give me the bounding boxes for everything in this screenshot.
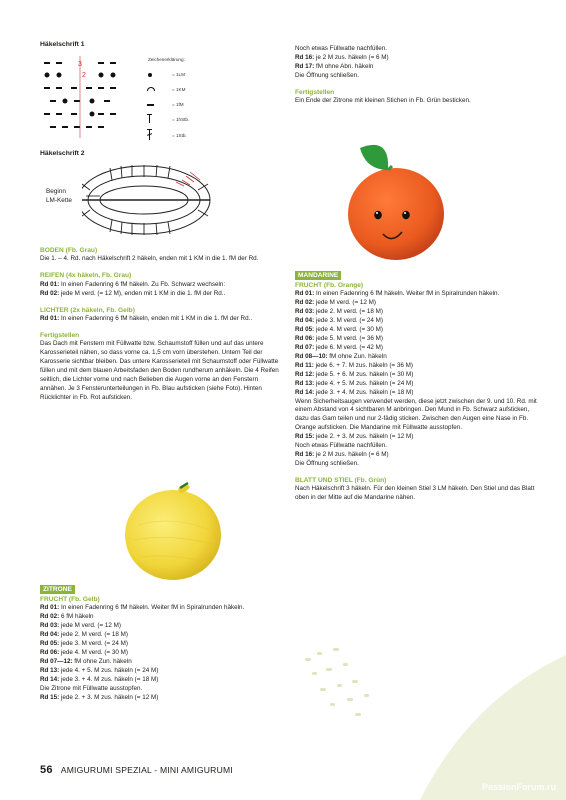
instruction-row: Rd 01: In einen Fadenring 6 fM häkeln. Zu Fb. Schwarz wechseln: bbox=[40, 280, 226, 288]
ch-stitch-icon bbox=[148, 73, 152, 77]
left-column bbox=[40, 246, 285, 403]
instruction-row: Rd 04: jede 3. M verd. (= 24 M) bbox=[295, 317, 384, 325]
instruction-row: Rd 01: In einen Fadenring 6 fM häkeln, enden mit 1 KM in die 1. fM der Rd.. bbox=[40, 314, 253, 322]
instruction-row: Rd 14: jede 3. + 4. M zus. häkeln (= 18 M) bbox=[295, 388, 414, 396]
instruction-row: Rd 01: In einen Fadenring 6 fM häkeln. Weiter fM in Spiralrunden häkeln. bbox=[40, 604, 245, 612]
section-head-boden: BODEN (Fb. Grau) bbox=[40, 247, 98, 254]
instruction-row: Rd 08—10: fM ohne Zun. häkeln bbox=[295, 352, 387, 360]
legend-item: = 1Stb. bbox=[172, 133, 187, 138]
legend-item: = 1LM bbox=[172, 72, 185, 77]
page-footer bbox=[40, 764, 233, 776]
instruction-row: Die Öffnung schließen. bbox=[295, 460, 359, 468]
fertigstellen-right-text: Ein Ende der Zitrone mit kleinen Stichen in Fb. Grün besticken. bbox=[295, 97, 471, 105]
legend-item: = 1fM bbox=[172, 102, 184, 107]
instruction-row: Rd 03: jede M verd. (= 12 M) bbox=[40, 622, 122, 630]
instruction-row: Rd 02: jede M verd. (= 12 M) bbox=[295, 299, 377, 307]
top-text: Noch etwas Füllwatte nachfüllen. bbox=[295, 45, 388, 52]
chart2-title: Häkelschrift 2 bbox=[40, 150, 85, 157]
top-rows bbox=[295, 54, 535, 81]
instruction-row: Rd 02: jede M verd. (= 12 M), enden mit 1 KM in die 1. fM der Rd.. bbox=[40, 289, 226, 297]
instruction-row: Rd 12: jede 5. + 6. M zus. häkeln (= 30 M) bbox=[295, 370, 414, 378]
mandarine-rows bbox=[295, 290, 540, 397]
boden-text: Die 1. – 4. Rd. nach Häkelschrift 2 häkeln, enden mit 1 KM in die 1. fM der Rd. bbox=[40, 255, 259, 263]
instruction-row: Rd 15: jede 2. + 3. M zus. häkeln (= 12 M) bbox=[40, 693, 159, 701]
chart1-title: Häkelschrift 1 bbox=[40, 41, 85, 48]
section-head-blatt: BLATT UND STIEL (Fb. Grün) bbox=[295, 477, 387, 485]
instruction-row: Rd 16: je 2 M zus. häkeln (= 6 M) bbox=[295, 451, 389, 459]
instruction-row: Rd 05: jede 4. M verd. (= 30 M) bbox=[295, 326, 384, 334]
legend bbox=[148, 57, 208, 145]
section-head-zitrone-frucht: FRUCHT (Fb. Gelb) bbox=[40, 595, 100, 603]
hdc-stitch-icon bbox=[149, 114, 150, 123]
zitrone-rows bbox=[40, 604, 285, 702]
section-head-lichter: LICHTER (2x häkeln, Fb. Gelb) bbox=[40, 306, 135, 314]
zitrone-section bbox=[40, 585, 285, 703]
instruction-row: Rd 14: jede 3. + 4. M zus. häkeln (= 18 M) bbox=[40, 675, 159, 683]
section-head-mandarine-frucht: FRUCHT (Fb. Orange) bbox=[295, 281, 364, 289]
zitrone-tag: ZITRONE bbox=[40, 585, 75, 594]
instruction-row: Rd 06: jede 5. M verd. (= 36 M) bbox=[295, 334, 384, 342]
instruction-row: Die Öffnung schließen. bbox=[295, 71, 359, 79]
svg-text:2: 2 bbox=[82, 72, 86, 79]
instruction-row: Rd 04: jede 2. M verd. (= 18 M) bbox=[40, 631, 129, 639]
legend-title: Zeichenerklärung: bbox=[148, 57, 185, 62]
instruction-row: Rd 16: je 2 M zus. häkeln (= 6 M) bbox=[295, 53, 389, 61]
instruction-row: Rd 13: jede 4. + 5. M zus. häkeln (= 24 M) bbox=[40, 666, 159, 674]
legend-item: = 1KM bbox=[172, 87, 186, 92]
chart1-row bbox=[50, 126, 104, 128]
watermark: PassionForum.ru bbox=[481, 782, 556, 792]
instruction-row: Rd 06: jede 4. M verd. (= 30 M) bbox=[40, 648, 129, 656]
mandarine-eyes-text: Wenn Sicherheitsaugen verwendet werden, diese jetzt zwischen der 9. und 10. Rd. mit einem Abstand von 4 sichtbaren M anbringen. Den Mund in Fb. Schwarz aufsticken, dazu das Garn teilen und nur 2-fädig sticken. Zwischen den Augen eine Nase in Fb. Orange aufsticken. Die Mandarine mit Füllwatte ausstopfen. bbox=[295, 397, 537, 432]
legend-item: = 1hStb. bbox=[172, 117, 190, 122]
magazine-title: AMIGURUMI SPEZIAL - MINI AMIGURUMI bbox=[60, 765, 233, 775]
instruction-row: Rd 13: jede 4. + 5. M zus. häkeln (= 24 M) bbox=[295, 379, 414, 387]
instruction-row: Rd 07—12: fM ohne Zun. häkeln bbox=[40, 657, 132, 665]
instruction-row: Rd 02: 6 fM häkeln bbox=[40, 613, 94, 621]
instruction-row: Rd 17: fM ohne Abn. häkeln bbox=[295, 62, 374, 70]
fertigstellen-text: Das Dach mit Fenstern mit Füllwatte bzw. Schaumstoff füllen und auf das untere Karosserieteil nähen, so dass vorne ca. 1,5 cm vorn überstehen. Untern Teil der Karosserie sichtbar bleiben. Das untere Karosserieteil mit Schaumstoff oder Füllwatte füllen und mit dem blauen Arbeitsfaden den Boden rundherum anhäkeln. Die 4 Reifen seitlich, die Lichter vorne und nach Belieben die Augen vorne an den Fenstern annähen. Je 3 Fensterunterteilungen in Fb. Blau aufsticken (siehe Foto). Hinten Rücklichter in Fb. Rot aufsticken. bbox=[40, 340, 279, 401]
section-head-fertigstellen: Fertigstellen bbox=[40, 331, 80, 339]
instruction-row: Rd 01: In einen Fadenring 6 fM häkeln. Weiter fM in Spiralrunden häkeln. bbox=[295, 290, 500, 298]
page-number: 56 bbox=[40, 764, 53, 776]
instruction-row: Rd 07: jede 6. M verd. (= 42 M) bbox=[295, 343, 384, 351]
mandarine-section bbox=[295, 271, 540, 503]
instruction-row: Die Zitrone mit Füllwatte ausstopfen. bbox=[40, 684, 143, 692]
decor-blob bbox=[420, 655, 566, 800]
instruction-row: Rd 11: jede 6. + 7. M zus. häkeln (= 36 M) bbox=[295, 361, 413, 369]
chart2-start-label: Beginn LM-Kette bbox=[46, 188, 72, 205]
sl-stitch-icon bbox=[147, 87, 155, 91]
lemon-photo bbox=[118, 475, 230, 585]
section-head-fertigstellen-right: Fertigstellen bbox=[295, 88, 335, 96]
instruction-row: Rd 15: jede 2. + 3. M zus. häkeln (= 12 M) bbox=[295, 433, 414, 441]
right-column-top bbox=[295, 45, 535, 106]
mandarin-photo bbox=[338, 136, 448, 266]
decor-dots bbox=[305, 648, 369, 716]
mandarine-tag: MANDARINE bbox=[295, 271, 341, 280]
instruction-row: Rd 03: jede 2. M verd. (= 18 M) bbox=[295, 308, 384, 316]
sc-stitch-icon bbox=[147, 104, 154, 106]
crochet-chart-1 bbox=[44, 54, 144, 142]
svg-text:3: 3 bbox=[78, 61, 82, 68]
crochet-chart-2 bbox=[82, 160, 217, 240]
blatt-text: Nach Häkelschrift 3 häkeln. Für den kleinen Stiel 3 LM häkeln. Den Stiel und das Blatt oben in der Mitte auf die Mandarine nähen. bbox=[295, 485, 535, 502]
mandarine-rows-2 bbox=[295, 433, 540, 469]
instruction-row: Noch etwas Füllwatte nachfüllen. bbox=[295, 442, 388, 450]
instruction-row: Rd 05: jede 3. M verd. (= 24 M) bbox=[40, 640, 129, 648]
section-head-reifen: REIFEN (4x häkeln, Fb. Grau) bbox=[40, 272, 132, 280]
